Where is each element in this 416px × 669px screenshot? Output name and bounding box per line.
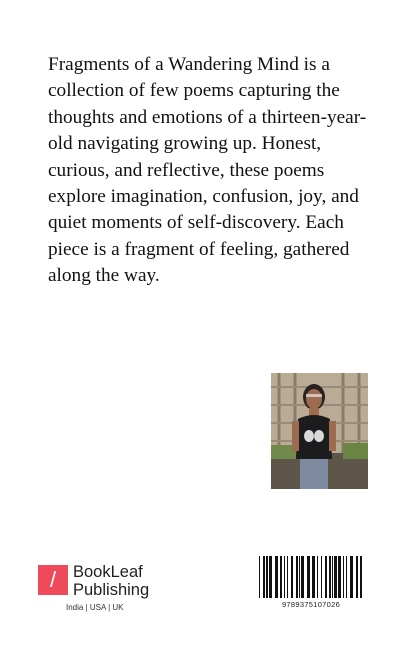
barcode-bar (266, 556, 268, 598)
barcode-bar (350, 556, 353, 598)
barcode-bar (321, 556, 322, 598)
back-cover-blurb: Fragments of a Wandering Mind is a collection of few poems capturing the thoughts and emotions of a thirteen-year-old navigating growing up. Honest, curious, and reflective, these poems explore imagination, confusion, joy, and quiet moments of self-discovery. Each piece is a fragment of feeling, gathered along the way. (48, 54, 367, 287)
barcode-bar (284, 556, 285, 598)
barcode-bar (275, 556, 278, 598)
barcode-bar (356, 556, 358, 598)
barcode-bar (287, 556, 288, 598)
barcode-bar (332, 556, 333, 598)
publisher-name-line2: Publishing (73, 581, 150, 599)
isbn-number: 9789375107026 (281, 600, 341, 609)
barcode-icon (259, 556, 363, 598)
barcode-bar (317, 556, 318, 598)
isbn-barcode (253, 551, 369, 615)
barcode-bar (325, 556, 327, 598)
barcode-bar (280, 556, 282, 598)
publisher-logo (38, 565, 178, 615)
barcode-bar (269, 556, 272, 598)
barcode-bar (307, 556, 310, 598)
slash-icon: / (49, 567, 57, 592)
barcode-bar (301, 556, 304, 598)
barcode-bar (329, 556, 331, 598)
author-photo (271, 373, 368, 489)
barcode-bar (338, 556, 341, 598)
barcode-bar (312, 556, 315, 598)
barcode-bar (291, 556, 293, 598)
barcode-bar (343, 556, 344, 598)
publisher-name-line1: BookLeaf (73, 563, 143, 581)
barcode-bar (259, 556, 260, 598)
barcode-bar (334, 556, 337, 598)
barcode-bar (360, 556, 362, 598)
author-portrait-icon (271, 373, 368, 489)
barcode-bar (263, 556, 265, 598)
barcode-bar (299, 556, 300, 598)
barcode-bar (296, 556, 298, 598)
barcode-bar (346, 556, 347, 598)
publisher-countries: India | USA | UK (66, 603, 124, 612)
